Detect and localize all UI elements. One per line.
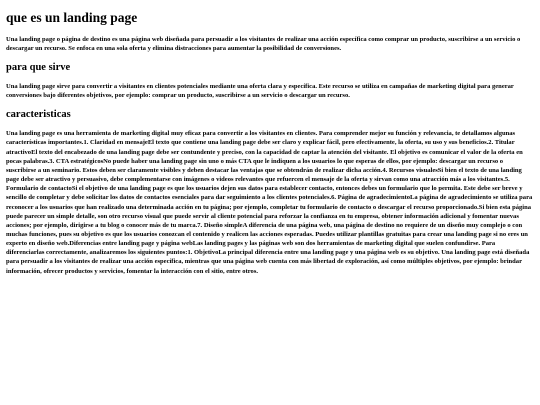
intro-paragraph: Una landing page o página de destino es una página web diseñada para persuadir a los visitantes de realizar una acción específica como comprar un producto, suscribirse a un servicio o descargar un recurso. Se enfoca en una sola oferta y elimina distracciones para aumentar la posibilidad de conversiones.: [6, 35, 521, 52]
section-heading-caracteristicas: caracteristicas: [6, 109, 71, 121]
page-title: que es un landing page: [6, 10, 138, 25]
section-body-caracteristicas: Una landing page es una herramienta de marketing digital muy eficaz para convertir a los visitantes en clientes. Para comprender mejor su función y relevancia, te detallamos algunas características importantes.1. Claridad en mensajeEl texto que contiene una landing page debe ser claro y explicar fácil, pero efectivamente, la oferta, su uso y sus beneficios.2. Titular atractivoEl texto del encabezado de una landing page debe ser contundente y preciso, con la capacidad de captar la atención del visitante. El objetivo es comunicar el valor de la oferta en pocas palabras.3. CTA estratégicosNo puede haber una landing page sin uno o más CTA que le indiquen a los usuarios lo que esperas de ellos, por ejemplo: descargar un recurso o suscribirse a un seminario. Estos deben ser claramente visibles y deben destacar las ventajas que se obtendrán de realizar dicha acción.4. Recursos visualesSi bien el texto de una landing page debe ser atractivo y persuasivo, debe complementarse con imágenes o videos relevantes que refuercen el mensaje de la oferta y sirvan como una atracción más a los visitantes.5. Formulario de contactoSi el objetivo de una landing page es que los usuarios dejen sus datos para establecer contacto, entonces debes un formulario que lo permita. Este debe ser breve y sencillo de completar y debe solicitar los datos de contactos esenciales para dar seguimiento a los clientes potenciales.6. Página de agradecimientoLa página de agradecimiento se utiliza para reconocer a los usuarios que han realizado una determinada acción en tu página; por ejemplo, completar tu formulario de contacto o descargar el recurso proporcionado.Si bien esta página puede parecer un simple detalle, son otro recurso visual que puede servir al cliente potencial para reforzar la confianza en tu empresa, obtener información adicional y fomentar nuevas acciones; por ejemplo, dirigirse a tu blog o conocer más de tu marca.7. Diseño simpleA diferencia de una página web, una página de destino no requiere de un diseño muy complejo o con muchas funciones, pues su objetivo es que los usuarios conozcan el contenido y realicen las acciones esperadas. Puedes utilizar plantillas gratuitas para crear una landing page si no eres un experto en diseño web.Diferencias entre landing page y página webLas landing pages y las páginas web son dos herramientas de marketing digital que suelen confundirse. Para diferenciarlas correctamente, analizaremos los siguientes puntos:1. ObjetivoLa principal diferencia entre una landing page y una página web es su objetivo. Una landing page está diseñada para persuadir a los visitantes de realizar una acción específica, mientras que una página web cuenta con más libertad de exploración, así como múltiples objetivos, por ejemplo: brindar información, ofrecer productos y servicios, fomentar la interacción con el sitio, entre otros.: [6, 130, 533, 275]
section-body-para-que-sirve: Una landing page sirve para convertir a visitantes en clientes potenciales mediante una oferta clara y específica. Este recurso se utiliza en campañas de marketing digital para generar conversiones bajo diferentes objetivos, por ejemplo: comprar un producto, suscribirse a un servicio o descargar un recurso.: [6, 82, 514, 100]
section-heading-para-que-sirve: para que sirve: [6, 61, 71, 73]
